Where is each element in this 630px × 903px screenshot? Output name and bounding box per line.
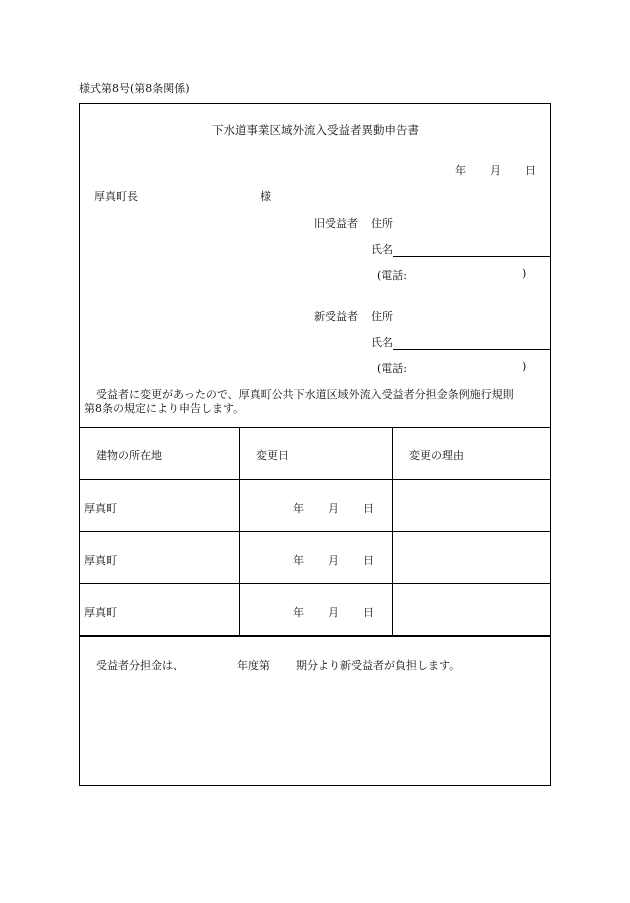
row-day[interactable]: 日 bbox=[363, 554, 374, 567]
row-location[interactable]: 厚真町 bbox=[84, 554, 117, 567]
statement-line-2: 第8条の規定により申告します。 bbox=[84, 402, 245, 415]
row-year[interactable]: 年 bbox=[293, 554, 304, 567]
former-phone-close: ) bbox=[522, 267, 527, 280]
footer-note-part-2: 年度第 bbox=[237, 659, 270, 672]
footer-period-blank[interactable] bbox=[274, 657, 294, 669]
former-name-blank[interactable] bbox=[393, 246, 551, 257]
new-address-label: 住所 bbox=[371, 310, 393, 323]
former-address-label: 住所 bbox=[371, 217, 393, 230]
date-day: 日 bbox=[525, 164, 536, 177]
table-top-border bbox=[79, 427, 551, 428]
table-row-divider bbox=[79, 583, 551, 584]
statement-line-1: 受益者に変更があったので、厚真町公共下水道区域外流入受益者分担金条例施行規則 bbox=[96, 388, 514, 401]
date-year: 年 bbox=[455, 164, 466, 177]
former-beneficiary-label: 旧受益者 bbox=[314, 217, 358, 230]
header-location: 建物の所在地 bbox=[96, 449, 162, 462]
row-year[interactable]: 年 bbox=[293, 606, 304, 619]
new-phone-close: ) bbox=[522, 360, 527, 373]
new-phone-label: (電話: bbox=[377, 362, 407, 375]
row-month[interactable]: 月 bbox=[328, 502, 339, 515]
former-name-label: 氏名 bbox=[371, 243, 393, 256]
table-row-divider bbox=[79, 531, 551, 532]
row-month[interactable]: 月 bbox=[328, 554, 339, 567]
row-day[interactable]: 日 bbox=[363, 606, 374, 619]
former-name-field[interactable] bbox=[371, 241, 551, 257]
header-change-date: 変更日 bbox=[256, 449, 289, 462]
table-column-divider bbox=[392, 427, 393, 636]
new-name-label: 氏名 bbox=[371, 336, 393, 349]
new-name-field[interactable] bbox=[371, 334, 551, 350]
row-year[interactable]: 年 bbox=[293, 502, 304, 515]
new-beneficiary-label: 新受益者 bbox=[314, 310, 358, 323]
footer-note-part-3: 期分より新受益者が負担します。 bbox=[296, 659, 461, 672]
form-title: 下水道事業区域外流入受益者異動申告書 bbox=[212, 123, 419, 137]
row-location[interactable]: 厚真町 bbox=[84, 606, 117, 619]
former-phone-label: (電話: bbox=[377, 269, 407, 282]
row-location[interactable]: 厚真町 bbox=[84, 502, 117, 515]
table-row-divider bbox=[79, 479, 551, 480]
table-column-divider bbox=[239, 427, 240, 636]
row-day[interactable]: 日 bbox=[363, 502, 374, 515]
footer-note-part-1: 受益者分担金は、 bbox=[96, 659, 184, 672]
addressee-honorific: 様 bbox=[260, 190, 271, 203]
new-name-blank[interactable] bbox=[393, 339, 551, 350]
addressee-name: 厚真町長 bbox=[94, 190, 138, 203]
row-month[interactable]: 月 bbox=[328, 606, 339, 619]
form-frame bbox=[79, 103, 551, 786]
footer-fiscal-year-blank[interactable] bbox=[186, 657, 234, 669]
date-month: 月 bbox=[490, 164, 501, 177]
table-bottom-border bbox=[79, 635, 551, 637]
header-change-reason: 変更の理由 bbox=[409, 449, 464, 462]
form-number: 様式第8号(第8条関係) bbox=[79, 82, 190, 95]
